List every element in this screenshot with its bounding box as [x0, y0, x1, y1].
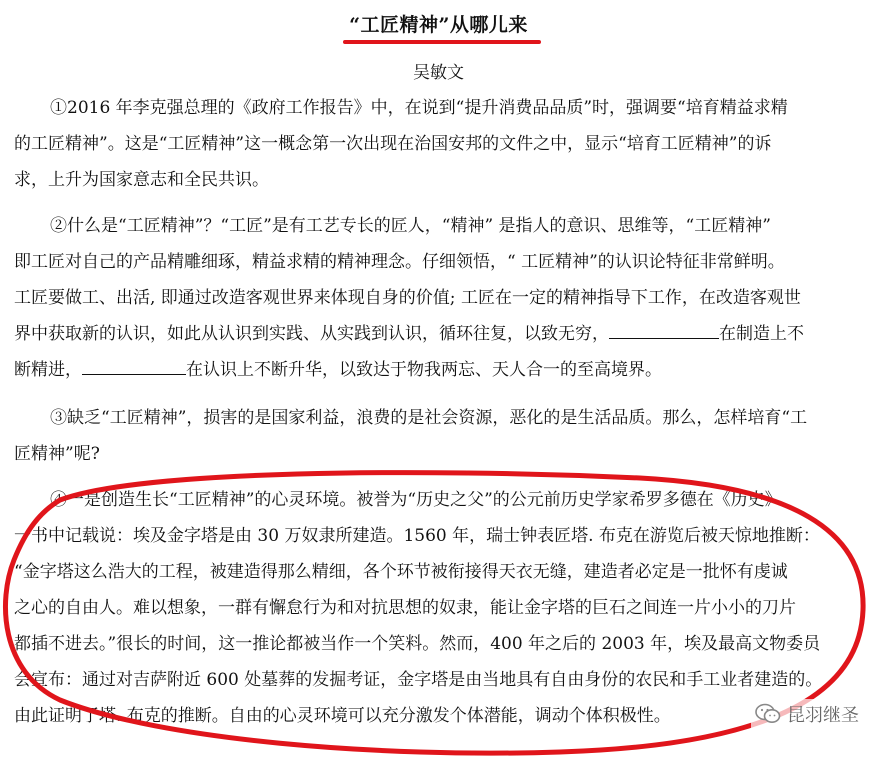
line-text: 在认识上不断升华，以致达于物我两忘、天人合一的至高境界。	[186, 360, 662, 380]
paragraph-line: “金字塔这么浩大的工程，被建造得那么精细，各个环节被衔接得天衣无缝，建造者必定是一批怀有虔诚	[14, 562, 788, 582]
paragraph-line: 匠精神”呢?	[14, 444, 100, 464]
paragraph-line: 的工匠精神”。这是“工匠精神”这一概念第一次出现在治国安邦的文件之中，显示“培育工匠精神”的诉	[14, 134, 772, 154]
paragraph-line: 即工匠对自己的产品精雕细琢，精益求精的精神理念。仔细领悟，“ 工匠精神”的认识论特征非常鲜明。	[14, 252, 785, 272]
paragraph-line-with-blank	[14, 352, 864, 388]
title-underline-mark	[343, 40, 541, 44]
line-text: 断精进，	[14, 360, 82, 380]
line-text: 界中获取新的认识，如此从认识到实践、从实践到认识，循环往复，以致无穷，	[14, 324, 609, 344]
paragraph-line: ③缺乏“工匠精神”，损害的是国家利益，浪费的是社会资源，恶化的是生活品质。那么，怎样培育“工	[50, 408, 808, 428]
watermark	[751, 699, 863, 729]
paragraph-line: ②什么是“工匠精神”？“工匠”是有工艺专长的匠人，“精神” 是指人的意识、思维等，“工匠精神”	[50, 216, 771, 236]
paragraph-line-with-blank	[14, 316, 864, 352]
document-title: “工匠精神”从哪儿来	[349, 14, 528, 36]
paragraph-3	[14, 400, 864, 472]
paragraph-line: 求，上升为国家意志和全民共识。	[14, 170, 269, 190]
paragraph-1	[14, 90, 864, 198]
paragraph-4	[14, 482, 864, 734]
paragraph-line: 工匠要做工、出活, 即通过改造客观世界来体现自身的价值; 工匠在一定的精神指导下工作，在改造客观世	[14, 288, 801, 308]
paragraph-line: 之心的自由人。难以想象，一群有懈怠行为和对抗思想的奴隶，能让金字塔的巨石之间连一片小小的刀片	[14, 598, 796, 618]
line-text: 在制造上不	[719, 324, 804, 344]
wechat-icon	[755, 703, 781, 725]
fill-in-blank-1[interactable]	[609, 320, 719, 339]
paragraph-line: 由此证明了塔. 布克的推断。自由的心灵环境可以充分激发个体潜能，调动个体积极性。	[14, 706, 671, 726]
paragraph-2	[14, 208, 864, 388]
document-author: 吴敏文	[413, 63, 464, 83]
fill-in-blank-2[interactable]	[82, 356, 186, 375]
paragraph-line: ①2016 年李克强总理的《政府工作报告》中，在说到“提升消费品品质”时，强调要“培育精益求精	[50, 98, 788, 118]
paragraph-line: ④一是创造生长“工匠精神”的心灵环境。被誉为“历史之父”的公元前历史学家希罗多德在《历史》	[50, 490, 782, 510]
watermark-text: 昆羽继圣	[787, 705, 859, 726]
paragraph-line: 都插不进去。”很长的时间，这一推论都被当作一个笑料。然而，400 年之后的 2003 年，埃及最高文物委员	[14, 634, 821, 654]
paragraph-line: 会宣布：通过对吉萨附近 600 处墓葬的发掘考证，金字塔是由当地具有自由身份的农民和手工业者建造的。	[14, 670, 823, 690]
paragraph-line: 一书中记载说：埃及金字塔是由 30 万奴隶所建造。1560 年，瑞士钟表匠塔. 布克在游览后被天惊地推断：	[14, 526, 820, 546]
